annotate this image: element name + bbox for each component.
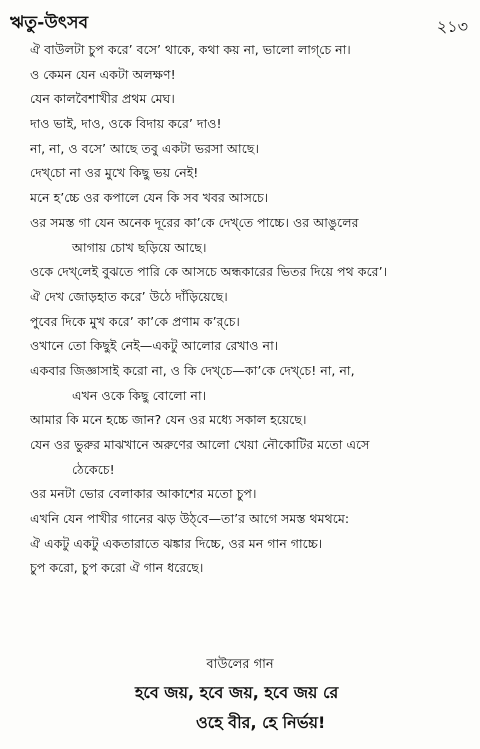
text-line: ঐ বাউলটা চুপ করে’ বসে’ থাকে, কথা কয় না, ভালো লাগ্‌চে না। <box>30 42 351 57</box>
text-line: আমার কি মনে হচ্চে জান? যেন ওর মধ্যে সকাল হয়েছে। <box>30 412 307 428</box>
text-line: পুবের দিকে মুখ করে’ কা’কে প্রণাম ক’র্‌চে। <box>30 313 240 329</box>
text-line: দাও ভাই, দাও, ওকে বিদায় করে’ দাও! <box>30 116 222 132</box>
text-line: ঠেকেচে! <box>72 461 115 477</box>
song-line: হবে জয়, হবে জয়, হবে জয় রে <box>135 683 339 702</box>
text-line: এখনি যেন পাখীর গানের ঝড় উঠ্‌বে—তা’র আগে সমস্ত থমথমে: <box>30 511 350 527</box>
page-header <box>10 6 468 36</box>
text-line: ওর সমস্ত গা যেন অনেক দূরের কা’কে দেখ্‌তে পাচ্চে। ওর আঙুলের <box>30 214 359 230</box>
text-line: এখন ওকে কিছু বোলো না। <box>72 387 207 403</box>
running-head: ঋতু-উৎসব <box>10 13 89 33</box>
text-line: মনে হ’চ্চে ওর কপালে যেন কি সব খবর আসচে। <box>30 190 269 206</box>
song-title: বাউলের গান <box>206 657 274 672</box>
text-line: আগায় চোখ ছড়িয়ে আছে। <box>72 239 207 255</box>
text-line: একবার জিজ্ঞাসাই করো না, ও কি দেখ্‌চে—কা’কে দেখ্‌চে! না, না, <box>30 362 355 378</box>
text-line: দেখ্‌চো না ওর মুখে কিছু ভয় নেই! <box>30 165 199 181</box>
text-line: যেন কালবৈশাখীর প্রথম মেঘ। <box>30 91 175 107</box>
text-line: যেন ওর ভুরুর মাঝখানে অরুণের আলো খেয়া নৌকোটির মতো এসে <box>30 437 370 452</box>
song-line: ওহে বীর, হে নির্ভয়! <box>196 713 326 732</box>
text-line: ঐ একটু একটু একতারাতে ঝঙ্কার দিচ্চে, ওর মন গান গাচ্চে। <box>30 535 323 551</box>
page-number: ২১৩ <box>436 17 468 36</box>
text-line: ওখানে তো কিছুই নেই—একটু আলোর রেখাও না। <box>30 338 279 354</box>
text-line: চুপ করো, চুপ করো ঐ গান ধরেছে। <box>30 560 204 576</box>
text-line: ওর মনটা ভোর বেলাকার আকাশের মতো চুপ। <box>30 486 257 502</box>
text-line: ওকে দেখ্‌লেই বুঝতে পারি কে আসচে অন্ধকারের ভিতর দিয়ে পথ করে’। <box>30 264 388 280</box>
text-line: ও কেমন যেন একটা অলক্ষণ! <box>30 66 176 82</box>
body-text <box>30 38 470 581</box>
text-line: না, না, ও বসে’ আছে তবু একটা ভরসা আছে। <box>30 140 259 156</box>
text-line: ঐ দেখ জোড়হাত করে’ উঠে দাঁড়িয়েছে। <box>30 288 228 304</box>
